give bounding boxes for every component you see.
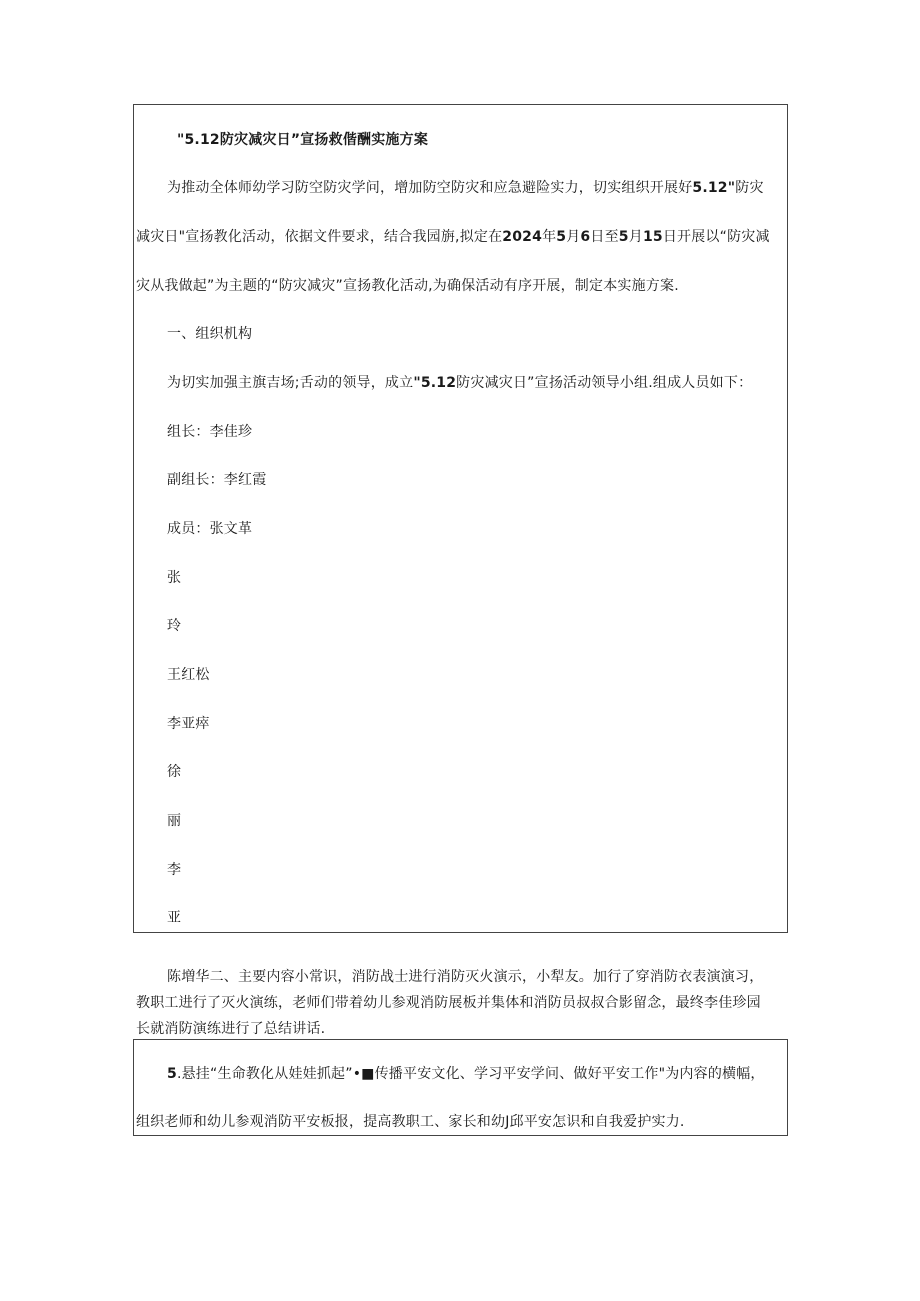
middle-line-3: 长就消防演练进行了总结讲话. bbox=[136, 1021, 326, 1037]
member-item: 张 bbox=[167, 570, 182, 586]
middle-line-2: 教职工进行了灭火演练，老师们带着幼儿参观消防展板并集体和消防员叔叔合影留念，最终李佳珍园 bbox=[136, 995, 761, 1011]
intro-line-1: 为推动全体师幼学习防空防灾学问，增加防空防灾和应急避险实力，切实组织开展好5.12"防灾 bbox=[167, 180, 764, 196]
member-item: 丽 bbox=[167, 813, 182, 829]
leader-line: 组长：李佳珍 bbox=[167, 424, 253, 440]
members-label: 成员：张文革 bbox=[167, 521, 253, 537]
member-item: 李 bbox=[167, 862, 182, 878]
member-item: 亚 bbox=[167, 910, 182, 926]
section5-line-1: 5.悬挂“生命教化从娃娃抓起”•■传播平安文化、学习平安学问、做好平安工作"为内容的横幅， bbox=[167, 1066, 765, 1082]
member-item: 徐 bbox=[167, 764, 182, 780]
member-item: 王红松 bbox=[167, 667, 210, 683]
section-heading: 一、组织机构 bbox=[167, 326, 253, 342]
document-title: "5.12防灾减灾日”宣扬救偕酬实施方案 bbox=[177, 132, 429, 148]
middle-line-1: 陈増华二、主要内容小常识，消防战士进行消防灭火演示，小犁友。加行了穿消防衣表演演习， bbox=[167, 969, 764, 985]
section-desc: 为切实加强主旗吉场;舌动的领导，成立"5.12防灾减灾日”宣扬活动领导小组.组成人员如下： bbox=[167, 375, 753, 391]
intro-line-3: 灾从我做起”为主题的“防灾减灾”宣扬教化活动,为确保活动有序开展，制定本实施方案. bbox=[136, 278, 679, 294]
deputy-line: 副组长：李红霞 bbox=[167, 472, 267, 488]
section5-line-2: 组织老师和幼儿参观消防平安板报，提高教职工、家长和幼J邱平安怎识和自我爱护实力. bbox=[136, 1114, 685, 1130]
member-item: 玲 bbox=[167, 618, 182, 634]
intro-line-2: 减灾日"宣扬教化活动，依据文件要求，结合我园旃,拟定在2024年5月6日至5月15日开展以“防灾减 bbox=[136, 229, 770, 245]
member-item: 李亚瘁 bbox=[167, 716, 210, 732]
